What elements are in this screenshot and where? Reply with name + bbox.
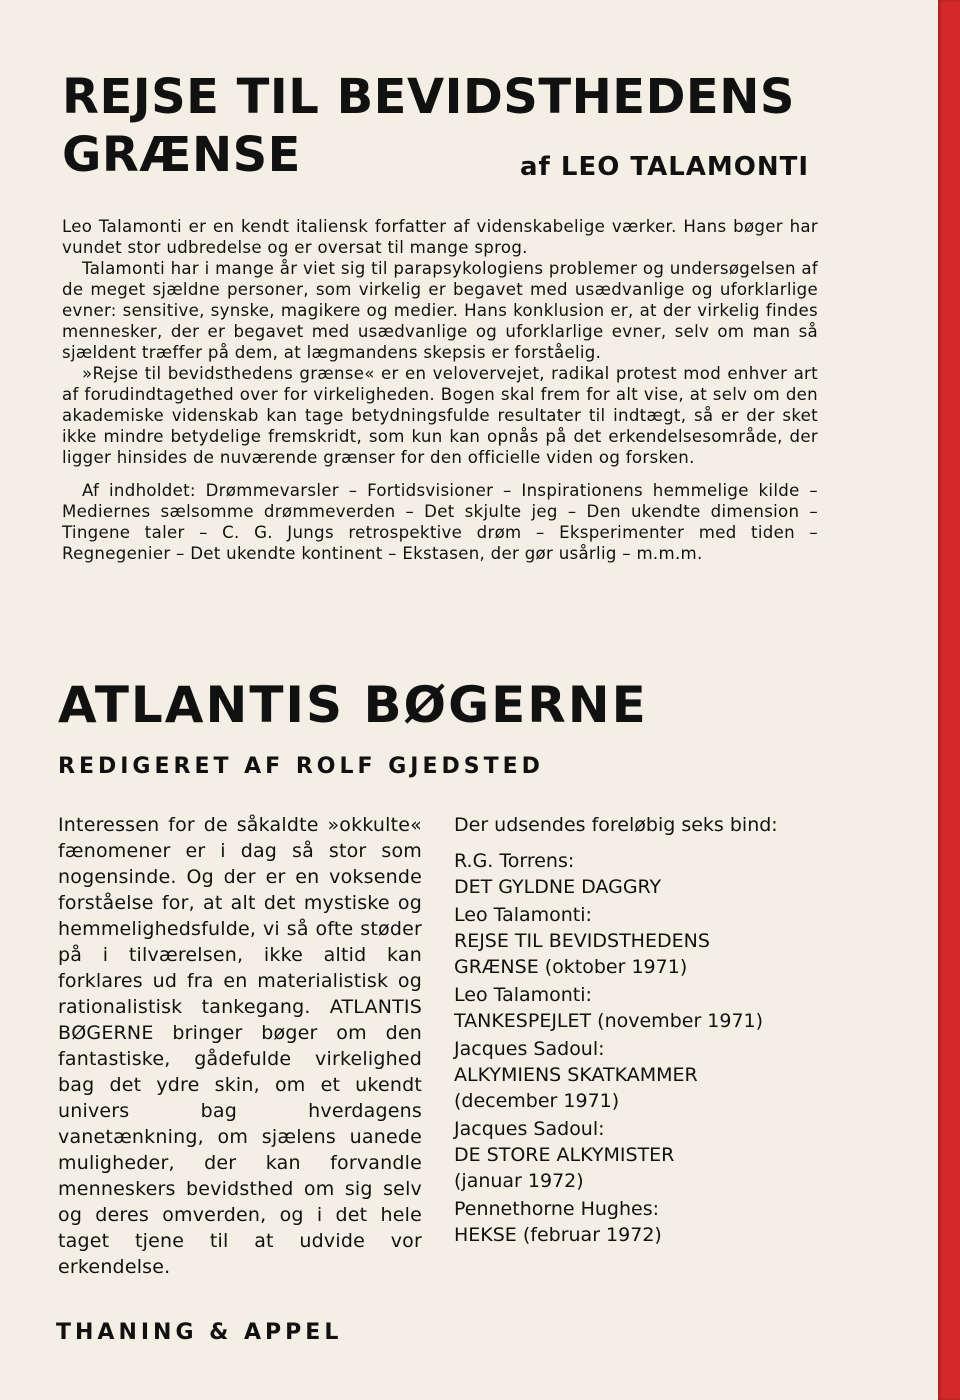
book-title-line2: GRÆNSE: [62, 127, 301, 183]
series-editor: REDIGERET AF ROLF GJEDSTED: [58, 754, 544, 779]
red-spine-edge: [938, 0, 960, 1400]
volume-title-cont: GRÆNSE (oktober 1971): [454, 956, 688, 978]
volume-title-cont: (december 1971): [454, 1090, 620, 1112]
volume-title: DET GYLDNE DAGGRY: [454, 876, 662, 898]
volume-item: [454, 982, 820, 1034]
volume-author: R.G. Torrens:: [454, 850, 575, 872]
volume-title: HEKSE (februar 1972): [454, 1224, 662, 1246]
volume-item: [454, 1036, 820, 1114]
volume-item: [454, 1196, 820, 1248]
series-description-column: [58, 812, 422, 1280]
volume-title: DE STORE ALKYMISTER: [454, 1144, 675, 1166]
volume-author: Jacques Sadoul:: [454, 1038, 605, 1060]
volume-list: [454, 812, 820, 1250]
volume-author: Pennethorne Hughes:: [454, 1198, 660, 1220]
book-contents: Af indholdet: Drømmevarsler – Fortidsvisioner – Inspirationens hemmelige kilde – Mediernes sælsomme drømmeverden – Det skjulte jeg – Den ukendte dimension – Tingene taler – C. G. Jungs retrospektive drøm – Eksperimenter med tiden – Regnegenier – Det ukendte kontinent – Ekstasen, der gør usårlig – m.m.m.: [62, 481, 818, 563]
volume-list-intro: Der udsendes foreløbig seks bind:: [454, 814, 778, 836]
volume-author: Leo Talamonti:: [454, 904, 592, 926]
book-paragraph-1: Leo Talamonti er en kendt italiensk forfatter af videnskabelige værker. Hans bøger har vundet stor udbredelse og er oversat til mange sprog.: [62, 217, 818, 257]
volume-item: [454, 902, 820, 980]
volume-author: Leo Talamonti:: [454, 984, 592, 1006]
book-author: af LEO TALAMONTI: [520, 152, 810, 182]
series-description: Interessen for de såkaldte »okkulte« fænomener er i dag så stor som nogensinde. Og der er en voksende forståelse for, at alt det mystiske og hemmelighedsfulde, vi så ofte støder på i tilværelsen, ikke altid kan forklares ud fra en materialistisk og rationalistisk tankegang. ATLANTIS BØGERNE bringer bøger om den fantastiske, gådefulde virkelighed bag det ydre skin, om et ukendt univers bag hverdagens vanetænkning, om sjælens uanede muligheder, der kan forvandle menneskers bevidsthed om sig selv og deres omverden, og i det hele taget tjene til at udvide vor erkendelse.: [58, 814, 422, 1278]
volume-title: TANKESPEJLET (november 1971): [454, 1010, 764, 1032]
volume-title: REJSE TIL BEVIDSTHEDENS: [454, 930, 710, 952]
book-description: [62, 216, 818, 564]
volume-item: [454, 848, 820, 900]
publisher-name: THANING & APPEL: [56, 1320, 343, 1345]
volume-title-cont: (januar 1972): [454, 1170, 584, 1192]
volume-title: ALKYMIENS SKATKAMMER: [454, 1064, 698, 1086]
book-title-line1: REJSE TIL BEVIDSTHEDENS: [62, 69, 795, 125]
book-paragraph-3: »Rejse til bevidsthedens grænse« er en velovervejet, radikal protest mod enhver art af forudindtagethed over for virkeligheden. Bogen skal frem for alt vise, at selv om den akademiske videnskab kan tage betydningsfulde resultater til indtægt, så er der sket ikke mindre betydelige fremskridt, som kun kan opnås på det erkendelsesområde, der ligger hinsides de nuværende grænser for den officielle viden og forsken.: [62, 364, 818, 467]
volume-item: [454, 1116, 820, 1194]
series-title: ATLANTIS BØGERNE: [58, 676, 648, 734]
volume-author: Jacques Sadoul:: [454, 1118, 605, 1140]
book-paragraph-2: Talamonti har i mange år viet sig til parapsykologiens problemer og undersøgelsen af de meget sjældne personer, som virkelig er begavet med usædvanlige og uforklarlige evner: sensitive, synske, magikere og medier. Hans konklusion er, at der virkelig findes mennesker, der er begavet med usædvanlige og uforklarlige evner, selv om man så sjældent træffer på dem, at lægmandens skepsis er forståelig.: [62, 259, 818, 362]
